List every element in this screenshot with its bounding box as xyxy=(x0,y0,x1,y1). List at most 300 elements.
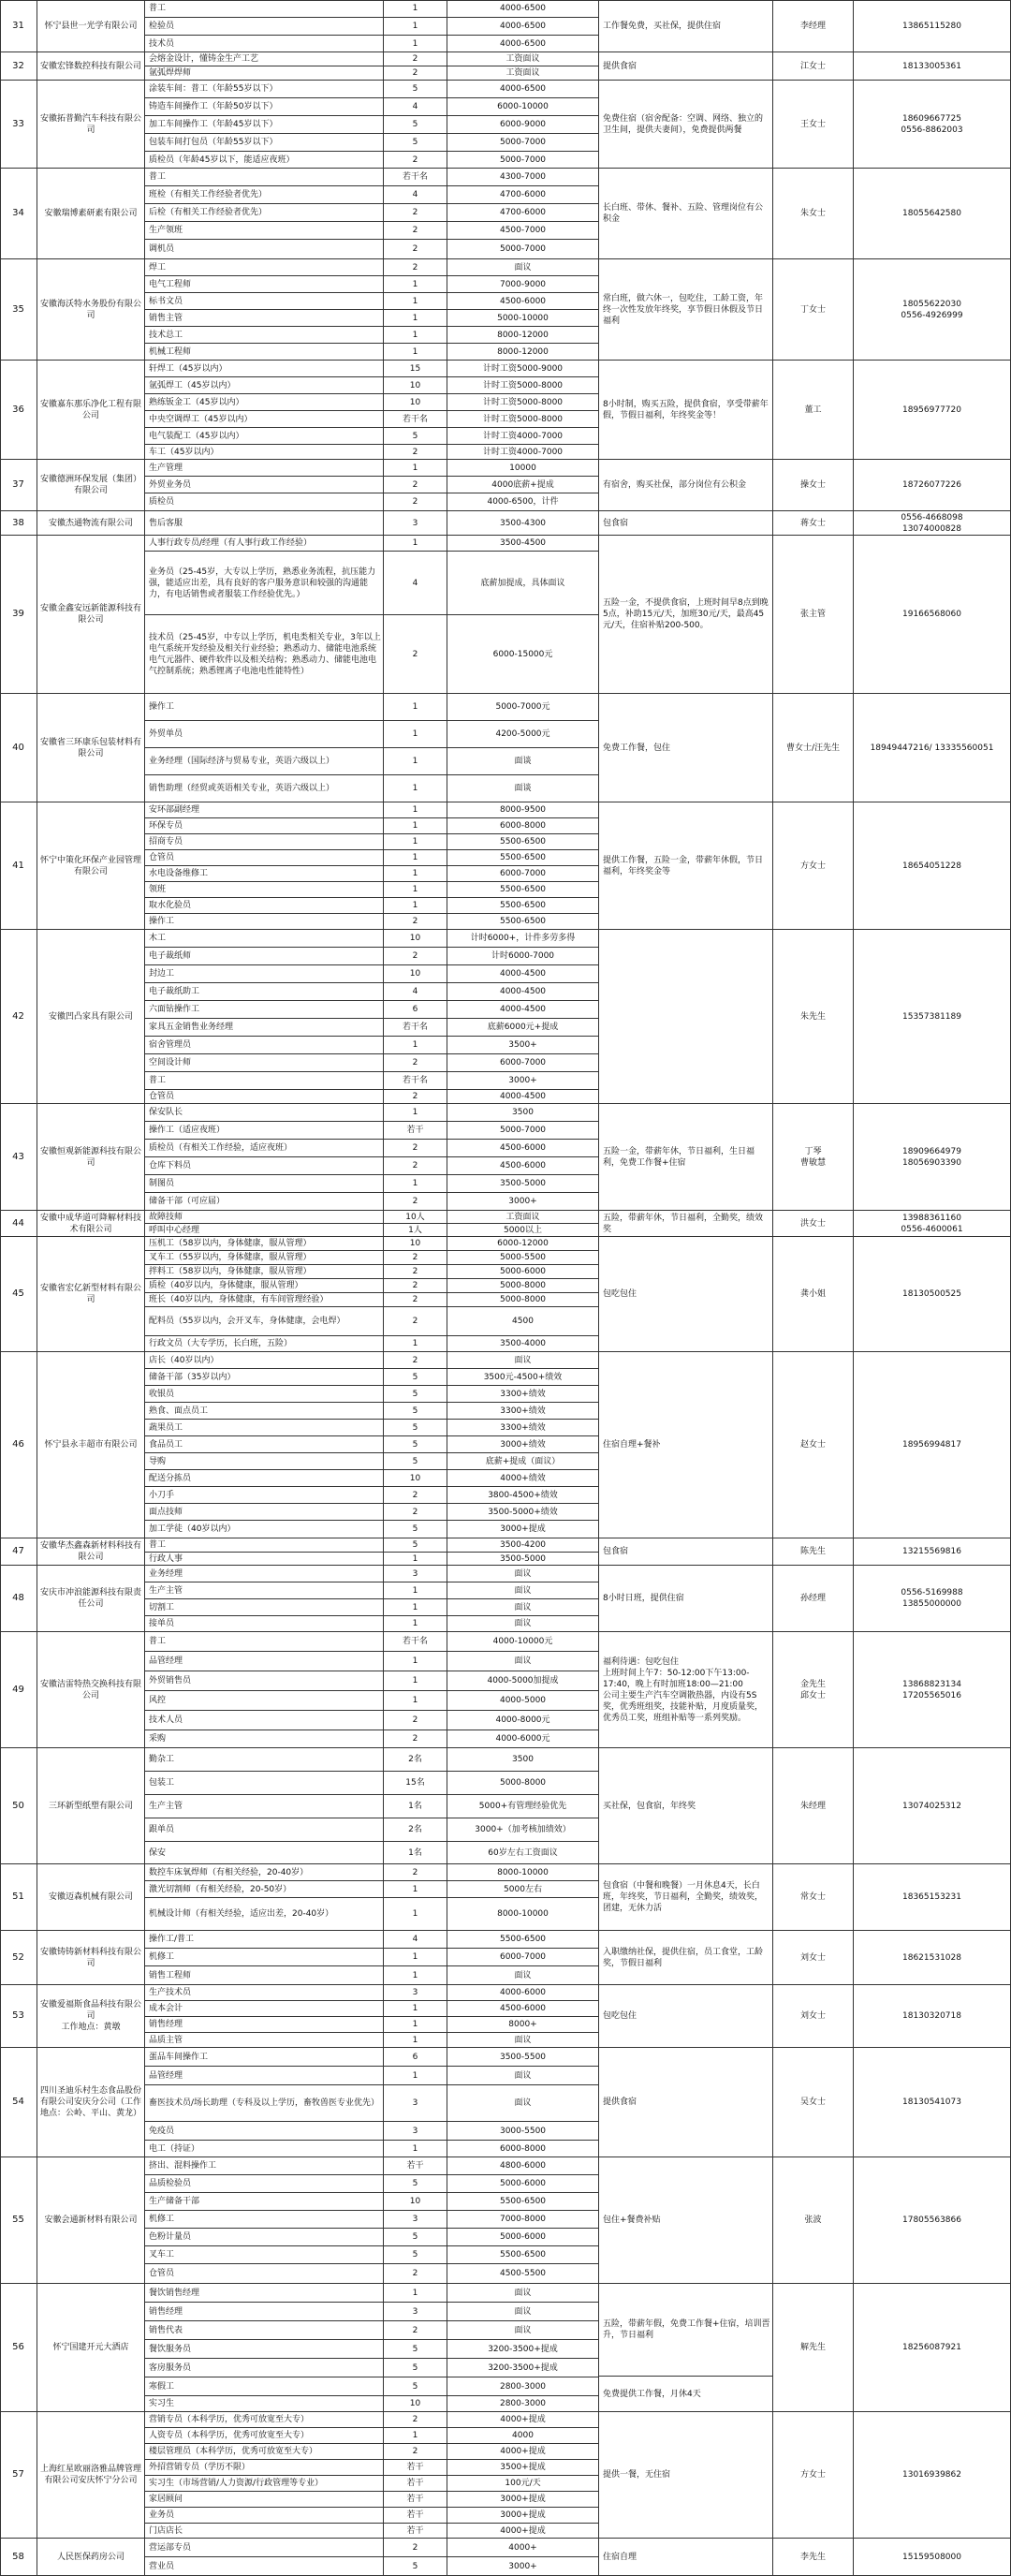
headcount: 1 xyxy=(384,882,447,898)
salary: 计时工资5000-8000 xyxy=(447,377,599,394)
contact-phone: 18956977720 xyxy=(854,361,1011,460)
row-number: 56 xyxy=(0,2284,37,2412)
job-title: 销售代表 xyxy=(145,2321,384,2340)
salary: 5000-7000 xyxy=(447,240,599,259)
headcount: 若干 xyxy=(384,2492,447,2508)
headcount: 2 xyxy=(384,1307,447,1336)
salary: 5000+有管理经验优先 xyxy=(447,1795,599,1818)
salary: 4800-6000 xyxy=(447,2157,599,2175)
benefits: 免费住宿（宿舍配备：空调、网络、独立的卫生间，提供夫妻间），免费提供两餐 xyxy=(599,81,773,169)
benefits: 工作餐免费，买社保，提供住宿 xyxy=(599,0,773,52)
salary: 4700-6000 xyxy=(447,204,599,222)
salary: 5000-7000 xyxy=(447,1122,599,1140)
headcount: 2 xyxy=(384,1265,447,1279)
job-title: 勤杂工 xyxy=(145,1748,384,1772)
benefits: 提供一餐，无住宿 xyxy=(599,2412,773,2539)
row-number: 55 xyxy=(0,2157,37,2284)
headcount: 2 xyxy=(384,2321,447,2340)
job-title: 班长（40岁以内，身体健康，有车间管理经验） xyxy=(145,1293,384,1307)
contact-phone: 18055622030 0556-4926999 xyxy=(854,259,1011,361)
salary: 4000 xyxy=(447,2428,599,2444)
headcount: 3 xyxy=(384,2122,447,2141)
job-title: 质检员（有相关工作经验，适应夜班） xyxy=(145,1140,384,1157)
headcount: 5 xyxy=(384,2229,447,2246)
job-title: 环保专员 xyxy=(145,818,384,834)
job-title: 配料员（55岁以内，会开叉车，身体健康，会电焊） xyxy=(145,1307,384,1336)
salary: 3500 xyxy=(447,1104,599,1122)
salary: 5000-6000 xyxy=(447,2175,599,2193)
contact-phone: 18055642580 xyxy=(854,169,1011,259)
benefits: 包住+餐费补贴 xyxy=(599,2157,773,2284)
job-title: 生产主管 xyxy=(145,1582,384,1599)
headcount: 1 xyxy=(384,1553,447,1566)
contact-person: 张波 xyxy=(773,2157,854,2284)
salary: 4000-10000元 xyxy=(447,1632,599,1652)
headcount: 1 xyxy=(384,1881,447,1898)
headcount: 1 xyxy=(384,1966,447,1985)
job-title: 风控 xyxy=(145,1691,384,1711)
benefits: 长白班、带休、餐补、五险、管理岗位有公积金 xyxy=(599,169,773,259)
salary: 面谈 xyxy=(447,748,599,775)
salary: 5000-8000 xyxy=(447,1772,599,1795)
contact-phone: 18365153231 xyxy=(854,1864,1011,1931)
company-name: 安徽中成华道可降解材料技术有限公司 xyxy=(37,1211,145,1237)
contact-person: 陈先生 xyxy=(773,1538,854,1566)
headcount: 1 xyxy=(384,327,447,344)
salary: 4500-6000 xyxy=(447,2001,599,2017)
salary: 8000-12000 xyxy=(447,327,599,344)
salary: 5500-6500 xyxy=(447,850,599,866)
headcount: 5 xyxy=(384,2377,447,2396)
job-title: 营业员 xyxy=(145,2557,384,2576)
headcount: 2 xyxy=(384,66,447,81)
salary: 5500-6500 xyxy=(447,914,599,930)
salary: 4000-6500 xyxy=(447,81,599,98)
benefits: 五险一金，带薪年休，节日福利，生日福利，免费工作餐+住宿 xyxy=(599,1104,773,1211)
salary: 3500-5000 xyxy=(447,1175,599,1193)
job-title: 门店店长 xyxy=(145,2524,384,2539)
salary: 5000左右 xyxy=(447,1881,599,1898)
job-title: 车工（45岁以内） xyxy=(145,445,384,460)
headcount: 1 xyxy=(384,721,447,748)
benefits-extra: 免费提供工作餐，月休4天 xyxy=(599,2377,773,2412)
salary: 4000+提成 xyxy=(447,2444,599,2460)
contact-phone: 18133005361 xyxy=(854,52,1011,81)
job-title: 免疫员 xyxy=(145,2122,384,2141)
benefits: 包食宿 xyxy=(599,1538,773,1566)
job-title: 销售主管 xyxy=(145,310,384,327)
headcount: 1 xyxy=(384,0,447,18)
salary: 5500-6500 xyxy=(447,898,599,914)
company-name: 安徽省宏亿新型材料有限公司 xyxy=(37,1237,145,1352)
salary: 工资面议 xyxy=(447,1211,599,1224)
salary: 计时工资4000-7000 xyxy=(447,428,599,445)
salary: 4700-6000 xyxy=(447,186,599,204)
contact-person: 曹女士/汪先生 xyxy=(773,694,854,802)
row-number: 57 xyxy=(0,2412,37,2539)
job-title: 电子裁纸助工 xyxy=(145,983,384,1001)
job-title: 加工车间操作工（年龄45岁以下） xyxy=(145,116,384,134)
headcount: 1人 xyxy=(384,1224,447,1237)
salary: 3300+绩效 xyxy=(447,1386,599,1403)
benefits: 常白班，做六休一，包吃住，工龄工资，年终一次性发放年终奖，享节假日休假及节日福利 xyxy=(599,259,773,361)
benefits: 住宿自理 xyxy=(599,2539,773,2576)
contact-phone: 0556-5169988 13855000000 xyxy=(854,1566,1011,1632)
job-title: 行政文员（大专学历，长白班，五险） xyxy=(145,1336,384,1352)
company-name: 安徽德洲环保发展（集团）有限公司 xyxy=(37,460,145,511)
job-title: 包装车间打包员（年龄55岁以下） xyxy=(145,134,384,152)
headcount: 2 xyxy=(384,259,447,276)
headcount: 1 xyxy=(384,2001,447,2017)
salary: 面议 xyxy=(447,1599,599,1616)
headcount: 2 xyxy=(384,1730,447,1748)
benefits: 五险一金，不提供食宿，上班时间早8点到晚5点，补助15元/天，加班30元/天，最高45元/天，住宿补贴200-500。 xyxy=(599,536,773,694)
salary: 8000+ xyxy=(447,2017,599,2033)
salary: 4000-4500 xyxy=(447,1090,599,1104)
row-number: 50 xyxy=(0,1748,37,1864)
salary: 3500+提成 xyxy=(447,2460,599,2476)
benefits xyxy=(599,930,773,1104)
headcount: 5 xyxy=(384,134,447,152)
headcount: 1 xyxy=(384,1691,447,1711)
contact-phone: 18609667725 0556-8862003 xyxy=(854,81,1011,169)
headcount: 10 xyxy=(384,930,447,948)
benefits: 包吃包住 xyxy=(599,1237,773,1352)
company-name: 安庆市冲浪能源科技有限责任公司 xyxy=(37,1566,145,1632)
contact-phone: 19166568060 xyxy=(854,536,1011,694)
job-title: 人资专员（本科学历，优秀可放宽至大专） xyxy=(145,2428,384,2444)
headcount: 10 xyxy=(384,2396,447,2412)
salary: 3200-3500+提成 xyxy=(447,2340,599,2359)
salary: 5000-6000 xyxy=(447,1265,599,1279)
job-title: 楼层管理员（本科学历，优秀可放宽至大专） xyxy=(145,2444,384,2460)
contact-person: 董工 xyxy=(773,361,854,460)
headcount: 1 xyxy=(384,775,447,802)
job-title: 品管经理 xyxy=(145,2067,384,2085)
salary: 6000-7000 xyxy=(447,866,599,882)
headcount: 2 xyxy=(384,1711,447,1730)
job-title: 成本会计 xyxy=(145,2001,384,2017)
salary: 4500-6000 xyxy=(447,1157,599,1175)
job-title: 售后客服 xyxy=(145,511,384,536)
job-title: 销售经理 xyxy=(145,2303,384,2321)
row-number: 34 xyxy=(0,169,37,259)
contact-person: 孙经理 xyxy=(773,1566,854,1632)
headcount: 4 xyxy=(384,552,447,615)
job-title: 跟单员 xyxy=(145,1818,384,1842)
job-title: 激光切割师（有相关经验，20-50岁） xyxy=(145,1881,384,1898)
headcount: 3 xyxy=(384,1566,447,1582)
headcount: 4 xyxy=(384,98,447,116)
row-number: 41 xyxy=(0,802,37,930)
salary: 面议 xyxy=(447,1616,599,1632)
job-title: 轩焊工（45岁以内） xyxy=(145,361,384,377)
salary: 计时6000-7000 xyxy=(447,948,599,965)
company-name: 安徽凹凸家具有限公司 xyxy=(37,930,145,1104)
headcount: 2 xyxy=(384,222,447,240)
company-name: 上海红星欧丽洛雅品牌管理有限公司安庆怀宁分公司 xyxy=(37,2412,145,2539)
headcount: 10 xyxy=(384,1237,447,1251)
salary: 5000-10000 xyxy=(447,310,599,327)
salary: 4200-5000元 xyxy=(447,721,599,748)
headcount: 1 xyxy=(384,802,447,818)
contact-person: 朱经理 xyxy=(773,1748,854,1864)
contact-person: 张主管 xyxy=(773,536,854,694)
headcount: 3 xyxy=(384,2211,447,2229)
job-title: 普工 xyxy=(145,1632,384,1652)
job-title: 营销专员（本科学历，优秀可放宽至大专） xyxy=(145,2412,384,2428)
benefits: 福利待遇：包吃包住 上班时间上午7：50-12:00下午13:00-17:40，晚上有时加班18:00—21:00 公司主要生产汽车空调散热器，内设有5S奖，优秀班组奖，技能补贴，月度质量奖，优秀员工奖，班组补贴等一系列奖励。 xyxy=(599,1632,773,1748)
benefits: 包食宿（中餐和晚餐）一月休息4天，长白班，年终奖，节日福利，全勤奖，绩效奖，团建，无休力活 xyxy=(599,1864,773,1931)
contact-person: 王女士 xyxy=(773,81,854,169)
headcount: 1 xyxy=(384,2284,447,2303)
job-title: 机修工 xyxy=(145,2211,384,2229)
headcount: 10人 xyxy=(384,1211,447,1224)
contact-phone: 18949447216/ 13335560051 xyxy=(854,694,1011,802)
headcount: 2 xyxy=(384,152,447,169)
contact-person: 洪女士 xyxy=(773,1211,854,1237)
salary: 3500-4500 xyxy=(447,536,599,552)
contact-person: 吴女士 xyxy=(773,2048,854,2157)
salary: 7000-8000 xyxy=(447,2211,599,2229)
job-title: 仓管员 xyxy=(145,1090,384,1104)
contact-person: 刘女士 xyxy=(773,1931,854,1985)
company-name: 三环新型纸塑有限公司 xyxy=(37,1748,145,1864)
headcount: 1名 xyxy=(384,1795,447,1818)
job-title: 色粉计量员 xyxy=(145,2229,384,2246)
row-number: 49 xyxy=(0,1632,37,1748)
job-title: 调机员 xyxy=(145,240,384,259)
job-title: 领班 xyxy=(145,882,384,898)
row-number: 53 xyxy=(0,1985,37,2048)
row-number: 35 xyxy=(0,259,37,361)
job-title: 仓管员 xyxy=(145,850,384,866)
headcount: 1 xyxy=(384,2067,447,2085)
headcount: 5 xyxy=(384,1420,447,1436)
salary: 8000-10000 xyxy=(447,1898,599,1931)
job-title: 安环部副经理 xyxy=(145,802,384,818)
job-title: 收银员 xyxy=(145,1386,384,1403)
company-name: 安徽杰通物流有限公司 xyxy=(37,511,145,536)
job-title: 业务员 xyxy=(145,2508,384,2524)
headcount: 若干名 xyxy=(384,1019,447,1037)
salary: 5500-6500 xyxy=(447,834,599,850)
job-title: 普工 xyxy=(145,0,384,18)
headcount: 若干 xyxy=(384,2476,447,2492)
salary: 4000+ xyxy=(447,2539,599,2557)
headcount: 1 xyxy=(384,1949,447,1966)
job-title: 寒假工 xyxy=(145,2377,384,2396)
headcount: 2 xyxy=(384,1054,447,1072)
headcount: 5 xyxy=(384,1403,447,1420)
salary: 计时工资5000-8000 xyxy=(447,411,599,428)
company-name: 安徽拓普勤汽车科技有限公司 xyxy=(37,81,145,169)
salary: 6000-7000 xyxy=(447,1949,599,1966)
salary: 4000-5000 xyxy=(447,1691,599,1711)
job-title: 实习生 xyxy=(145,2396,384,2412)
headcount: 若干 xyxy=(384,2157,447,2175)
contact-person: 李经理 xyxy=(773,0,854,52)
salary: 底薪+提成（面议） xyxy=(447,1453,599,1470)
salary: 5000-7000元 xyxy=(447,694,599,721)
job-title: 业务员（25-45岁，大专以上学历，熟悉业务流程，抗压能力强，能适应出差，具有良好的客户服务意识和较强的沟通能力，有电话销售或者服装工作经验优先。） xyxy=(145,552,384,615)
job-title: 店长（40岁以内） xyxy=(145,1352,384,1369)
salary: 面议 xyxy=(447,2321,599,2340)
headcount: 2 xyxy=(384,493,447,511)
salary: 5000-8000 xyxy=(447,1279,599,1293)
salary: 3500+ xyxy=(447,1037,599,1054)
salary: 4000-6500，计件 xyxy=(447,493,599,511)
row-number: 47 xyxy=(0,1538,37,1566)
salary: 3300+绩效 xyxy=(447,1420,599,1436)
headcount: 若干名 xyxy=(384,169,447,186)
company-name: 人民医保药房公司 xyxy=(37,2539,145,2576)
job-title: 机修工 xyxy=(145,1949,384,1966)
job-title: 生产领班 xyxy=(145,222,384,240)
job-title: 小刀手 xyxy=(145,1487,384,1504)
headcount: 1 xyxy=(384,344,447,361)
salary: 2800-3000 xyxy=(447,2377,599,2396)
job-title: 数控车床氧焊师（有相关经验，20-40岁） xyxy=(145,1864,384,1881)
salary: 10000 xyxy=(447,460,599,477)
job-title: 生产技术员 xyxy=(145,1985,384,2001)
salary: 4000-4500 xyxy=(447,965,599,983)
contact-person: 常女士 xyxy=(773,1864,854,1931)
salary: 4500 xyxy=(447,1307,599,1336)
benefits: 五险，带薪年休，节日福利，全勤奖，绩效奖 xyxy=(599,1211,773,1237)
benefits: 提供食宿 xyxy=(599,52,773,81)
salary: 4000-5000加提成 xyxy=(447,1671,599,1691)
headcount: 若干名 xyxy=(384,411,447,428)
headcount: 15名 xyxy=(384,1772,447,1795)
company-name: 安徽迈森机械有限公司 xyxy=(37,1864,145,1931)
job-title: 餐饮销售经理 xyxy=(145,2284,384,2303)
benefits: 住宿自理+餐补 xyxy=(599,1352,773,1538)
contact-phone: 13215569816 xyxy=(854,1538,1011,1566)
job-title: 中央空调焊工（45岁以内） xyxy=(145,411,384,428)
headcount: 2 xyxy=(384,1864,447,1881)
salary: 工资面议 xyxy=(447,52,599,66)
headcount: 1 xyxy=(384,1037,447,1054)
company-name: 安徽瑞博素研素有限公司 xyxy=(37,169,145,259)
salary: 6000-8000 xyxy=(447,818,599,834)
salary: 面议 xyxy=(447,259,599,276)
salary: 4000-8000元 xyxy=(447,1711,599,1730)
job-title: 普工 xyxy=(145,1538,384,1553)
job-title: 操作工 xyxy=(145,914,384,930)
salary: 面议 xyxy=(447,2303,599,2321)
job-title: 品管经理 xyxy=(145,1652,384,1671)
job-title: 保安队长 xyxy=(145,1104,384,1122)
contact-person: 蒋女士 xyxy=(773,511,854,536)
salary: 底薪6000元+提成 xyxy=(447,1019,599,1037)
headcount: 5 xyxy=(384,116,447,134)
headcount: 2 xyxy=(384,477,447,493)
headcount: 5 xyxy=(384,1521,447,1538)
headcount: 1 xyxy=(384,310,447,327)
salary: 4000+提成 xyxy=(447,2524,599,2539)
company-name: 安徽海沃特水务股份有限公司 xyxy=(37,259,145,361)
headcount: 2 xyxy=(384,914,447,930)
job-title: 机械工程师 xyxy=(145,344,384,361)
headcount: 10 xyxy=(384,1470,447,1487)
salary: 底薪加提成，具体面议 xyxy=(447,552,599,615)
contact-phone: 13988361160 0556-4600061 xyxy=(854,1211,1011,1237)
salary: 面议 xyxy=(447,2067,599,2085)
contact-phone: 0556-4668098 13074000828 xyxy=(854,511,1011,536)
job-title: 导购 xyxy=(145,1453,384,1470)
job-title: 技术总工 xyxy=(145,327,384,344)
headcount: 若干 xyxy=(384,1122,447,1140)
headcount: 5 xyxy=(384,2175,447,2193)
salary: 3800-4500+绩效 xyxy=(447,1487,599,1504)
company-name: 安徽华杰鑫森新材料科技有限公司 xyxy=(37,1538,145,1566)
company-name: 安徽恒观新能源科技有限公司 xyxy=(37,1104,145,1211)
company-name: 四川圣迪乐村生态食品股份有限公司安庆分公司（工作地点：公岭、平山、黄龙） xyxy=(37,2048,145,2157)
job-title: 操作工/普工 xyxy=(145,1931,384,1949)
headcount: 2 xyxy=(384,1090,447,1104)
salary: 60岁左右工资面议 xyxy=(447,1842,599,1864)
headcount: 2 xyxy=(384,615,447,694)
salary: 5500-6500 xyxy=(447,1931,599,1949)
headcount: 3 xyxy=(384,511,447,536)
salary: 工资面议 xyxy=(447,66,599,81)
company-name: 怀宁国建开元大酒店 xyxy=(37,2284,145,2412)
job-title: 蛋品车间操作工 xyxy=(145,2048,384,2067)
job-title: 水电设备维修工 xyxy=(145,866,384,882)
company-name: 怀宁县世一光学有限公司 xyxy=(37,0,145,52)
headcount: 2 xyxy=(384,52,447,66)
job-title: 检验员 xyxy=(145,18,384,36)
salary: 面议 xyxy=(447,1352,599,1369)
job-title: 质检员（年龄45岁以下，能适应夜班） xyxy=(145,152,384,169)
salary: 6000-10000 xyxy=(447,98,599,116)
contact-phone: 18621531028 xyxy=(854,1931,1011,1985)
row-number: 54 xyxy=(0,2048,37,2157)
salary: 3000+绩效 xyxy=(447,1436,599,1453)
salary: 4000+提成 xyxy=(447,2412,599,2428)
headcount: 1 xyxy=(384,18,447,36)
contact-phone: 13865115280 xyxy=(854,0,1011,52)
salary: 4000+绩效 xyxy=(447,1470,599,1487)
headcount: 5 xyxy=(384,1436,447,1453)
headcount: 5 xyxy=(384,428,447,445)
job-title: 普工 xyxy=(145,1072,384,1090)
headcount: 5 xyxy=(384,1453,447,1470)
headcount: 2名 xyxy=(384,1748,447,1772)
job-title: 操作工 xyxy=(145,694,384,721)
salary: 计时工资5000-9000 xyxy=(447,361,599,377)
headcount: 若干 xyxy=(384,2460,447,2476)
salary: 4500-5500 xyxy=(447,2264,599,2284)
salary: 4000-6000元 xyxy=(447,1730,599,1748)
job-title: 电工（持证） xyxy=(145,2141,384,2157)
job-title: 销售经理 xyxy=(145,2017,384,2033)
job-title: 加工学徒（40岁以内） xyxy=(145,1521,384,1538)
headcount: 10 xyxy=(384,2193,447,2211)
salary: 面议 xyxy=(447,2033,599,2048)
job-title: 质检（40岁以内，身体健康，服从管理） xyxy=(145,1279,384,1293)
company-name: 安徽会通新材料有限公司 xyxy=(37,2157,145,2284)
salary: 面议 xyxy=(447,1582,599,1599)
headcount: 2 xyxy=(384,1487,447,1504)
salary: 4300-7000 xyxy=(447,169,599,186)
salary: 4000-6000 xyxy=(447,1985,599,2001)
benefits: 有宿舍，购买社保，部分岗位有公积金 xyxy=(599,460,773,511)
headcount: 1 xyxy=(384,866,447,882)
headcount: 5 xyxy=(384,2246,447,2264)
salary: 计时工资5000-8000 xyxy=(447,394,599,411)
